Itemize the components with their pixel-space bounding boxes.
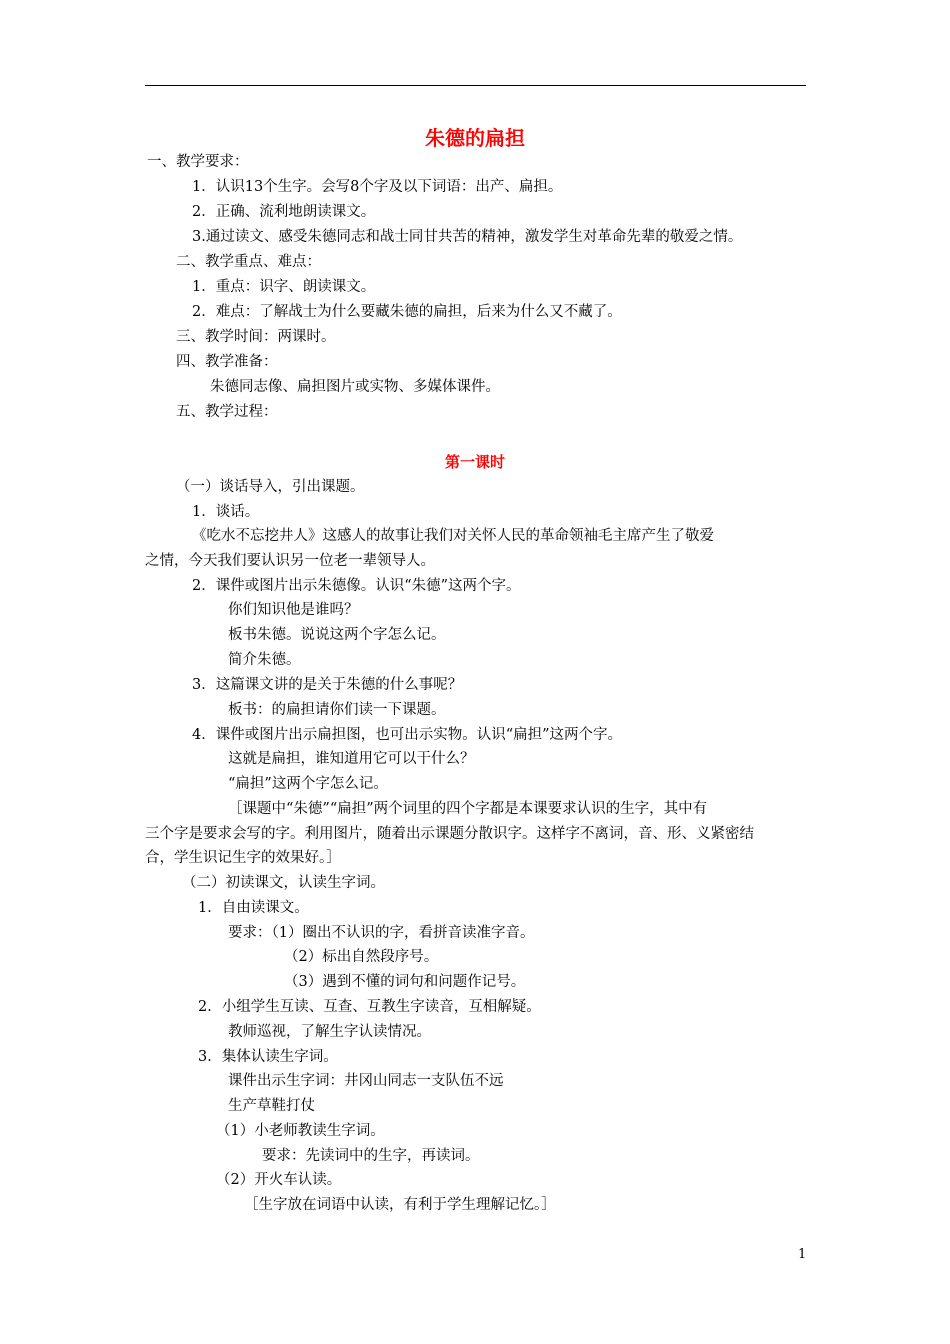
text-line: 四、教学准备： (176, 354, 278, 370)
text-line: （2）标出自然段序号。 (284, 949, 439, 965)
text-line: 之情，今天我们要认识另一位老一辈领导人。 (145, 553, 435, 569)
text-line: 朱德同志像、扁担图片或实物、多媒体课件。 (210, 379, 500, 395)
text-line: 2．难点：了解战士为什么要藏朱德的扁担，后来为什么又不藏了。 (192, 304, 622, 320)
text-line: 2．课件或图片出示朱德像。认识“朱德”这两个字。 (192, 578, 521, 594)
text-line: （2）开火车认读。 (216, 1172, 342, 1188)
text-line: 课件出示生字词：井冈山同志一支队伍不远 (228, 1073, 504, 1089)
text-line: 1．认识13个生字。会写8个字及以下词语：出产、扁担。 (192, 179, 563, 195)
text-line: 3．集体认读生字词。 (198, 1049, 338, 1065)
text-line: “扁担”这两个字怎么记。 (228, 776, 388, 792)
text-line: 三、教学时间：两课时。 (176, 329, 336, 345)
text-line: （1）小老师教读生字词。 (216, 1123, 385, 1139)
section-title: 第一课时 (444, 453, 505, 471)
text-line: 简介朱德。 (228, 652, 301, 668)
header-rule (145, 85, 806, 86)
text-line: （二）初读课文，认读生字词。 (182, 875, 385, 891)
text-line: 4．课件或图片出示扁担图，也可出示实物。认识“扁担”这两个字。 (192, 727, 623, 743)
text-line: 1．重点：识字、朗读课文。 (192, 279, 376, 295)
text-line: 《吃水不忘挖井人》这感人的故事让我们对关怀人民的革命领袖毛主席产生了敬爱 (192, 528, 714, 544)
text-line: 五、教学过程： (176, 404, 278, 420)
document-title: 朱德的扁担 (425, 126, 525, 150)
text-line: ［生字放在词语中认读，有利于学生理解记忆。］ (244, 1197, 556, 1213)
text-line: 3．这篇课文讲的是关于朱德的什么事呢？ (192, 677, 463, 693)
text-line: ［课题中“朱德”“扁担”两个词里的四个字都是本课要求认识的生字，其中有 (228, 801, 708, 817)
text-line: 这就是扁担，谁知道用它可以干什么？ (228, 751, 475, 767)
page-number: 1 (798, 1247, 807, 1262)
text-line: 板书：的扁担请你们读一下课题。 (228, 702, 446, 718)
text-line: 合，学生识记生字的效果好。］ (145, 850, 341, 866)
text-line: 要求：（1）圈出不认识的字，看拼音读准字音。 (228, 925, 535, 941)
text-line: 1．谈话。 (192, 504, 260, 520)
text-line: 要求：先读词中的生字，再读词。 (262, 1148, 480, 1164)
text-line: 2．正确、流利地朗读课文。 (192, 204, 376, 220)
text-line: 一、教学要求： (147, 154, 249, 170)
text-line: 板书朱德。说说这两个字怎么记。 (228, 627, 446, 643)
text-line: 生产草鞋打仗 (228, 1098, 315, 1114)
text-line: 2．小组学生互读、互查、互教生字读音，互相解疑。 (198, 999, 541, 1015)
text-line: （一）谈话导入，引出课题。 (176, 479, 365, 495)
text-line: 三个字是要求会写的字。利用图片，随着出示课题分散识字。这样字不离词，音、形、义紧密结 (145, 826, 754, 842)
text-line: 1．自由读课文。 (198, 900, 309, 916)
text-line: 你们知识他是谁吗？ (228, 602, 359, 618)
text-line: 3.通过读文、感受朱德同志和战士同甘共苦的精神，激发学生对革命先辈的敬爱之情。 (192, 229, 743, 245)
text-line: 教师巡视，了解生字认读情况。 (228, 1024, 431, 1040)
text-line: （3）遇到不懂的词句和问题作记号。 (284, 974, 526, 990)
text-line: 二、教学重点、难点： (176, 254, 321, 270)
